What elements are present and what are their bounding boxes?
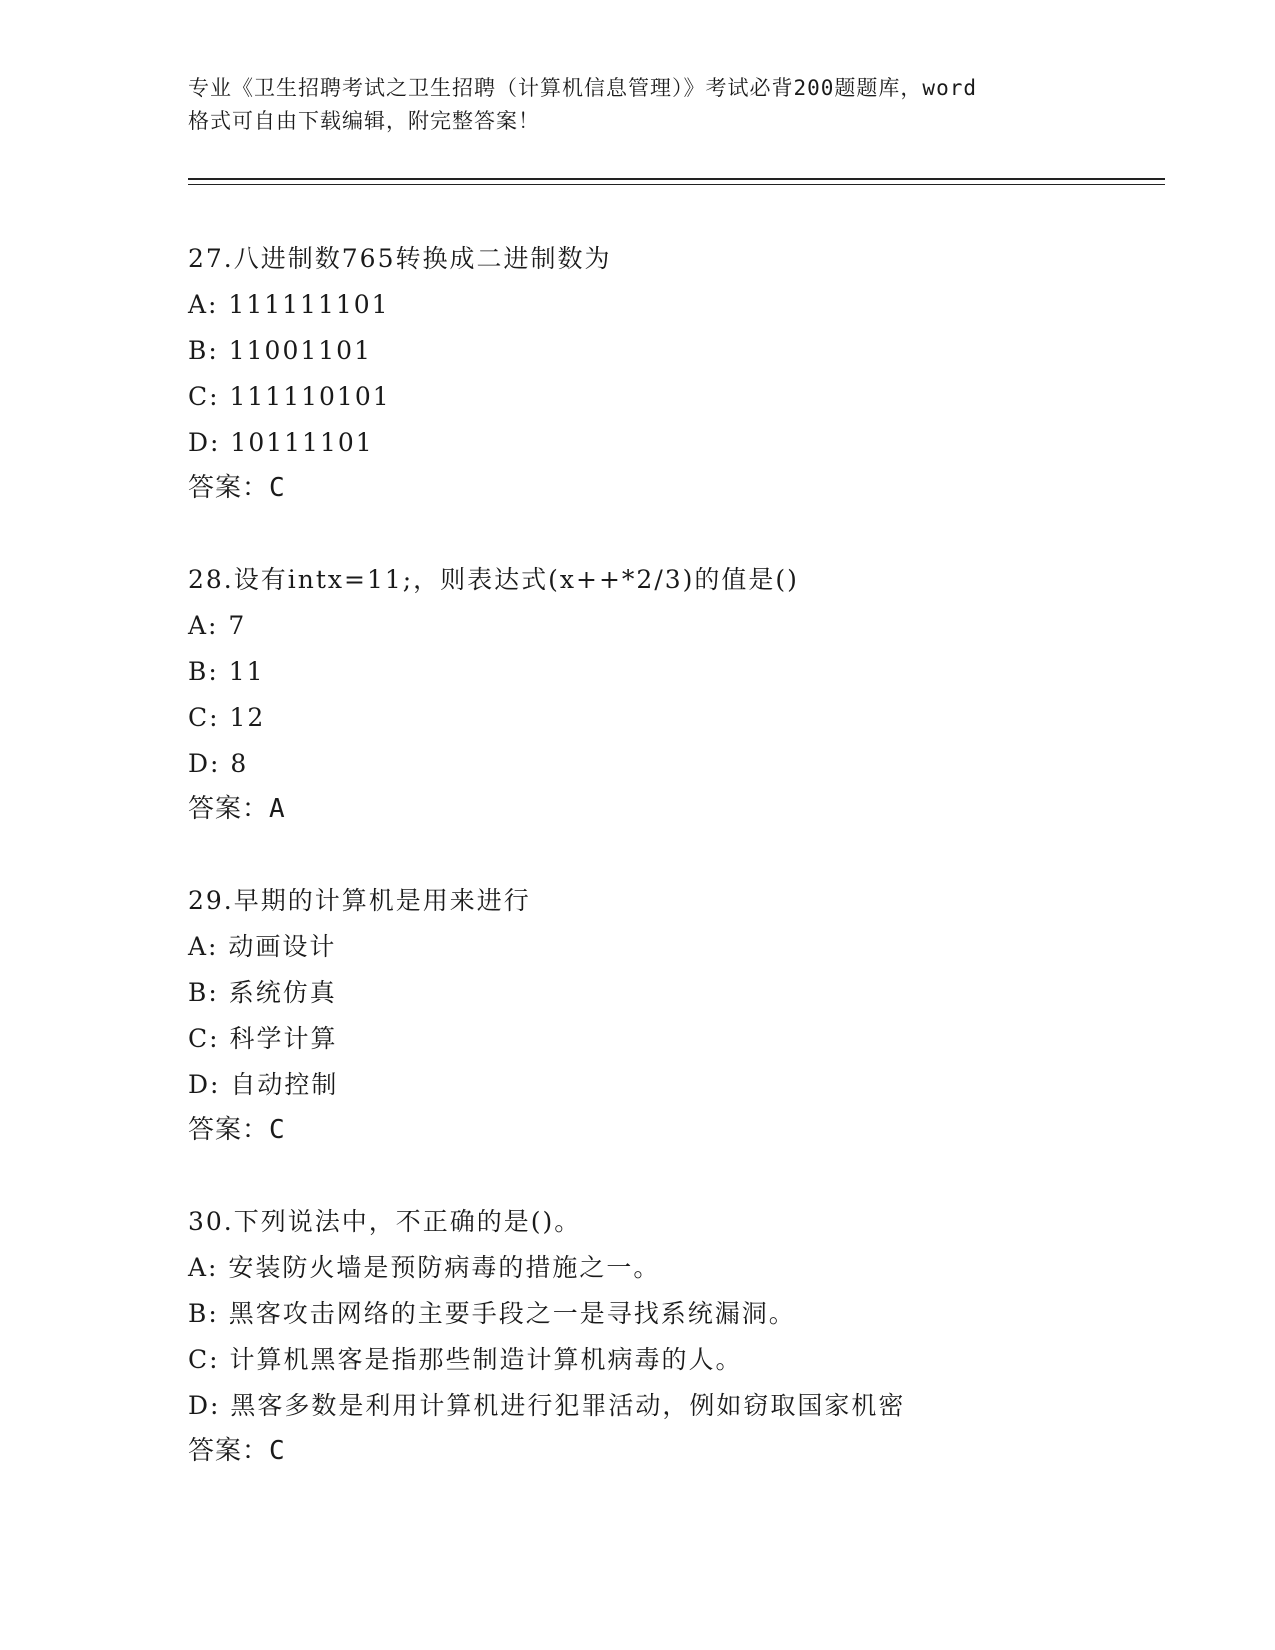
option-d: D: 10111101 [188, 428, 374, 457]
header-line-2: 格式可自由下载编辑，附完整答案！ [188, 109, 540, 133]
option-a: A: 7 [188, 611, 247, 640]
answer: 答案：C [188, 1436, 286, 1466]
option-c: C: 111110101 [188, 382, 391, 411]
option-b: B: 黑客攻击网络的主要手段之一是寻找系统漏洞。 [188, 1299, 796, 1328]
answer: 答案：C [188, 1115, 286, 1145]
question-stem: 27.八进制数765转换成二进制数为 [188, 244, 612, 273]
option-d: D: 黑客多数是利用计算机进行犯罪活动，例如窃取国家机密 [188, 1391, 906, 1420]
document-header [188, 72, 1088, 138]
option-a: A: 安装防火墙是预防病毒的措施之一。 [188, 1253, 661, 1282]
question-27 [188, 236, 1188, 510]
answer: 答案：C [188, 473, 286, 503]
question-stem: 30.下列说法中，不正确的是()。 [188, 1207, 582, 1236]
header-divider-bottom [188, 184, 1165, 185]
question-30 [188, 1199, 1188, 1473]
answer: 答案：A [188, 794, 286, 824]
question-29 [188, 878, 1188, 1152]
question-stem: 28.设有intx=11;，则表达式(x++*2/3)的值是() [188, 565, 799, 594]
option-c: C: 12 [188, 703, 266, 732]
option-d: D: 自动控制 [188, 1070, 339, 1099]
option-d: D: 8 [188, 749, 249, 778]
option-b: B: 11 [188, 657, 265, 686]
option-b: B: 系统仿真 [188, 978, 337, 1007]
option-c: C: 科学计算 [188, 1024, 338, 1053]
option-b: B: 11001101 [188, 336, 372, 365]
header-line-1: 专业《卫生招聘考试之卫生招聘（计算机信息管理）》考试必背200题题库，word [188, 76, 977, 100]
question-stem: 29.早期的计算机是用来进行 [188, 886, 531, 915]
question-28 [188, 557, 1188, 831]
header-divider-top [188, 178, 1165, 180]
option-a: A: 111111101 [188, 290, 390, 319]
option-a: A: 动画设计 [188, 932, 337, 961]
option-c: C: 计算机黑客是指那些制造计算机病毒的人。 [188, 1345, 743, 1374]
